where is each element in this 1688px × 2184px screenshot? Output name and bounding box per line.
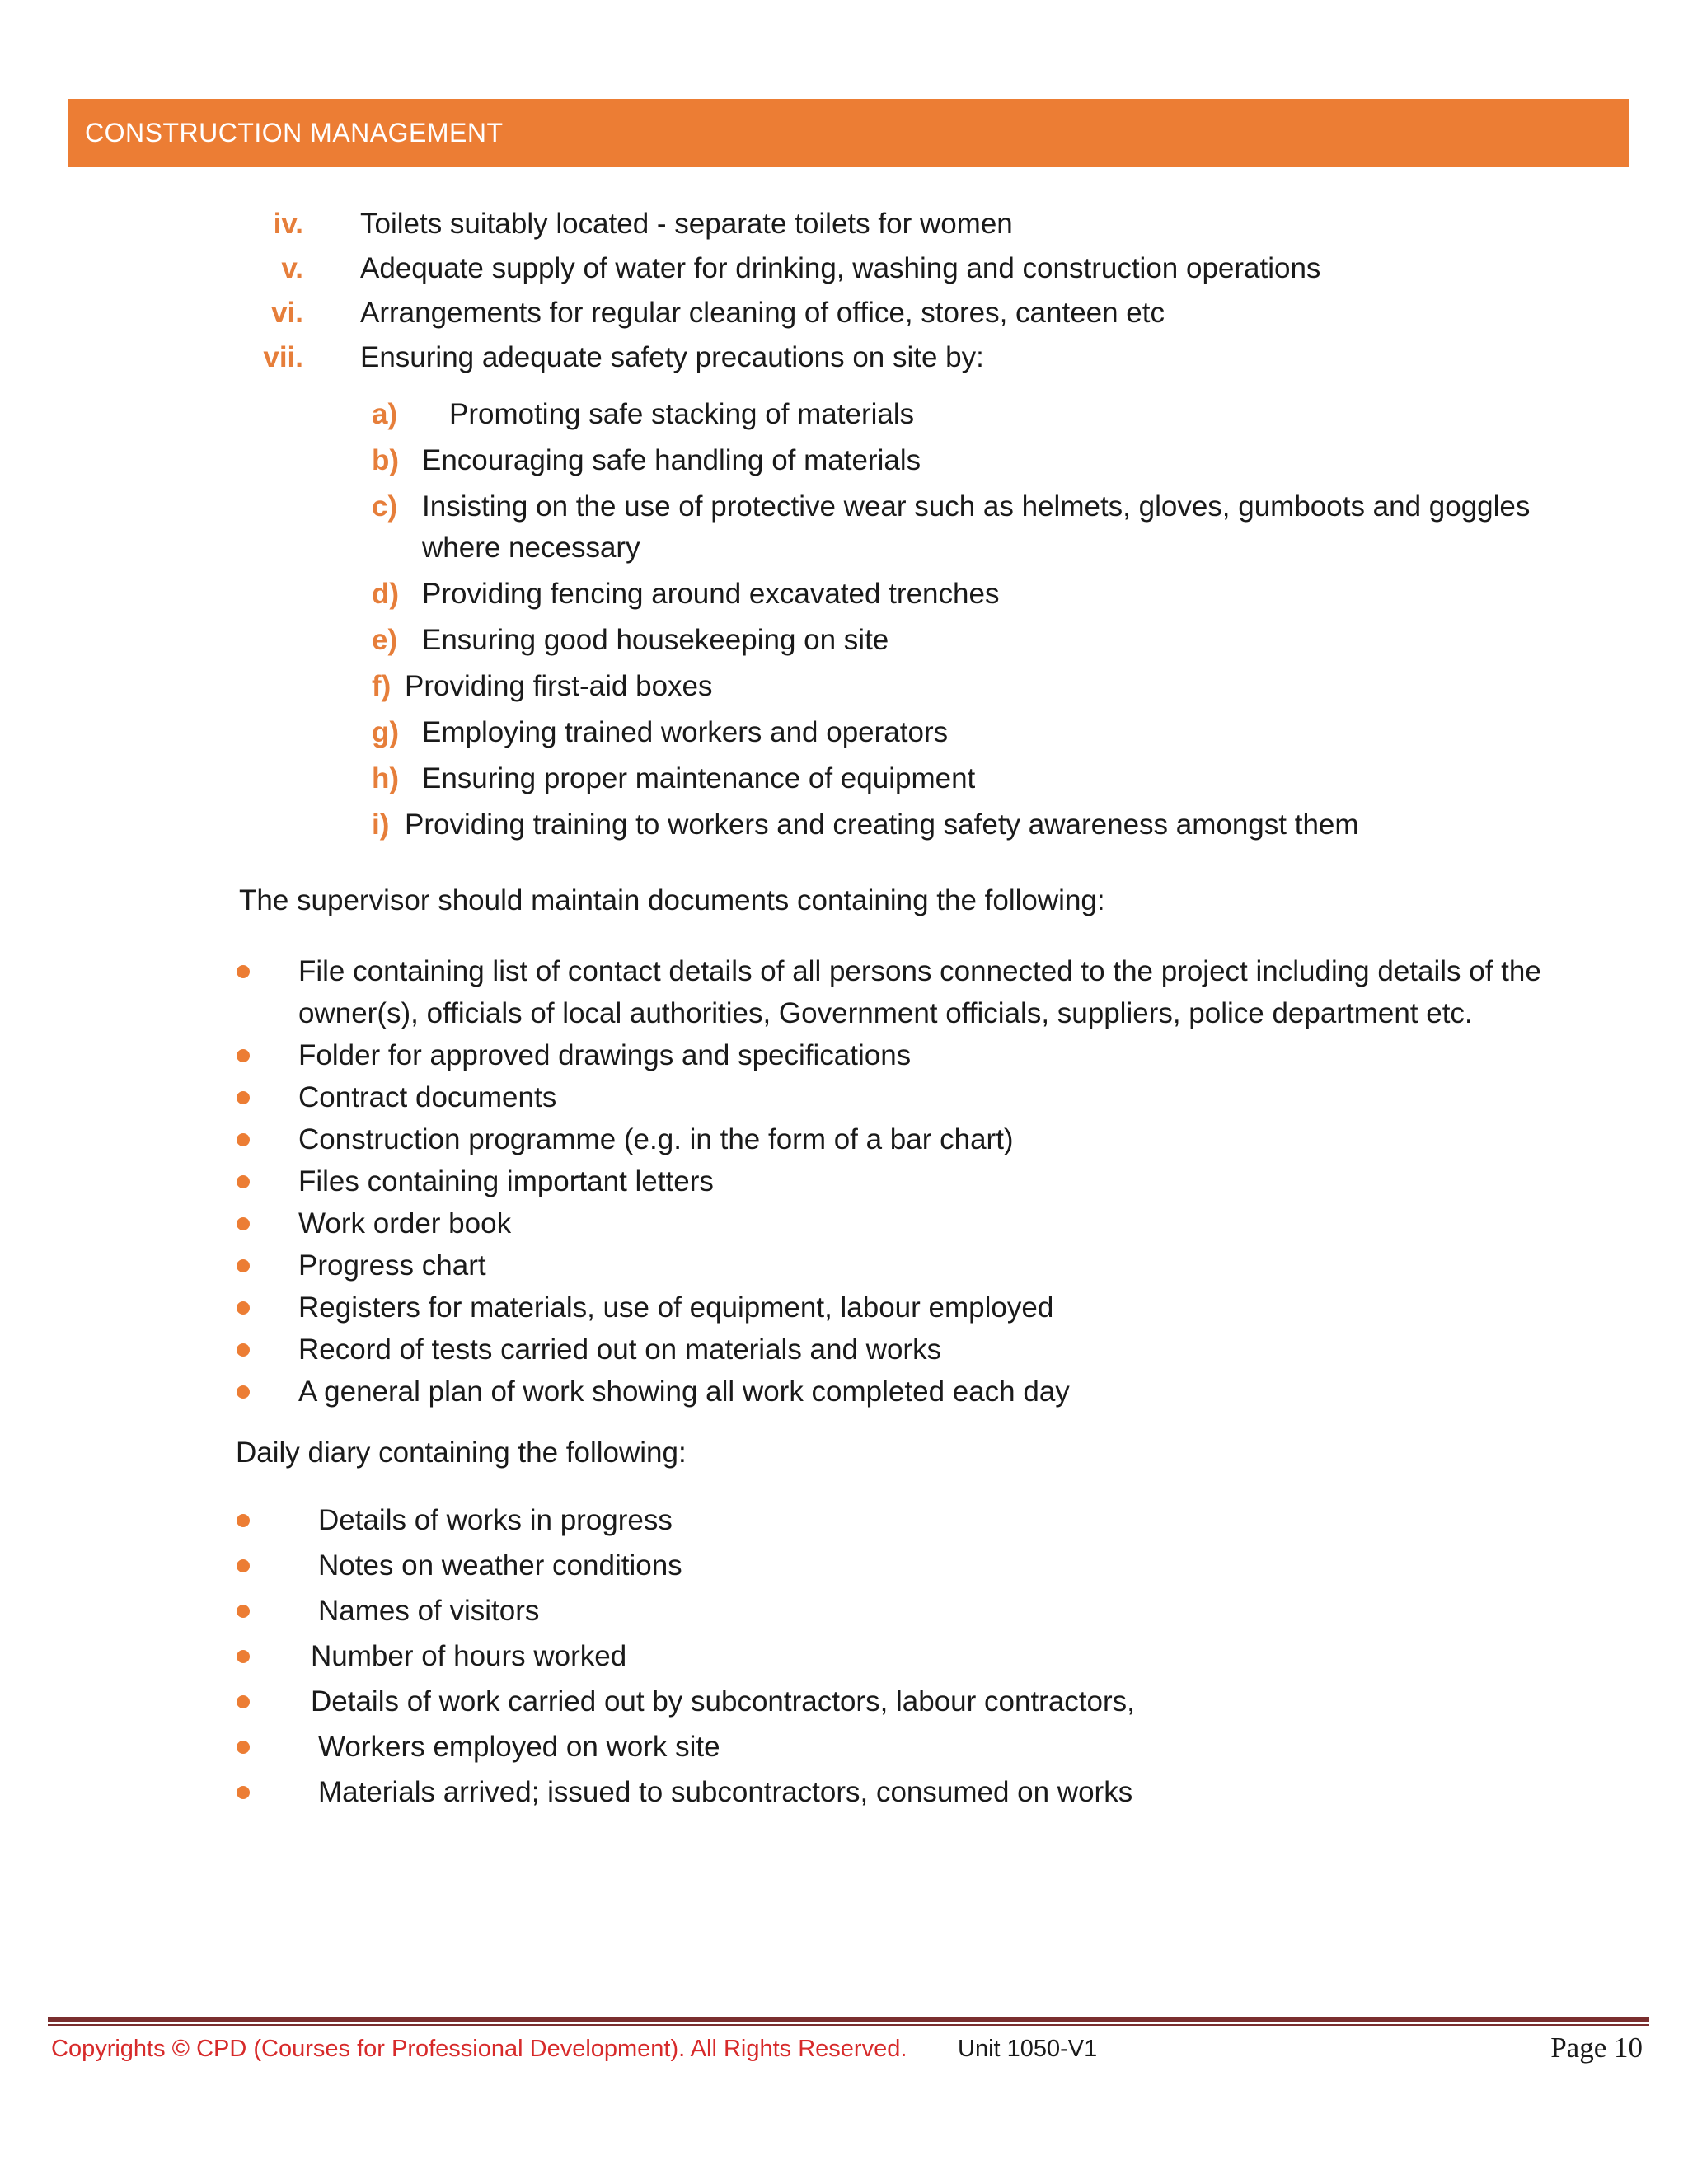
item-number: iv.: [273, 208, 303, 240]
footer-unit: Unit 1050-V1: [958, 2036, 1098, 2062]
list-item: [0, 1076, 1688, 1118]
item-text: Insisting on the use of protective wear such as helmets, gloves, gumboots and goggles where necessary: [422, 490, 1531, 564]
bullet-icon: [237, 1695, 250, 1708]
list-item: [0, 1371, 1688, 1413]
item-number: vii.: [263, 341, 303, 373]
item-text: Names of visitors: [318, 1595, 540, 1627]
documents-intro: The supervisor should maintain documents containing the following:: [239, 884, 1105, 916]
item-letter: a): [372, 398, 398, 430]
item-number: vi.: [271, 297, 303, 329]
bullet-icon: [237, 1514, 250, 1527]
item-number: v.: [281, 252, 303, 284]
item-text: Providing first-aid boxes: [405, 670, 713, 702]
item-text: Materials arrived; issued to subcontractors, consumed on works: [318, 1776, 1133, 1808]
list-item: [0, 394, 1688, 435]
list-item: [0, 758, 1688, 799]
list-item: [0, 1769, 1688, 1815]
list-item: [0, 1724, 1688, 1769]
item-text: Files containing important letters: [298, 1165, 714, 1197]
bullet-icon: [237, 1605, 250, 1618]
item-text: Adequate supply of water for drinking, washing and construction operations: [360, 252, 1321, 284]
item-text: Construction programme (e.g. in the form of a bar chart): [298, 1123, 1014, 1155]
item-letter: c): [372, 490, 398, 523]
item-text: Record of tests carried out on materials and works: [298, 1333, 942, 1366]
item-letter: b): [372, 444, 400, 476]
bullet-icon: [237, 1650, 250, 1663]
footer-rule-thin: [48, 2024, 1649, 2026]
list-item: [0, 1633, 1688, 1679]
item-text: Number of hours worked: [311, 1640, 627, 1672]
bullet-icon: [237, 1559, 250, 1572]
item-text: Toilets suitably located - separate toilets for women: [360, 208, 1013, 240]
bullet-icon: [237, 1786, 250, 1799]
list-item: [0, 1160, 1688, 1202]
list-item: [0, 440, 1688, 481]
item-text: Ensuring proper maintenance of equipment: [422, 762, 976, 794]
item-letter: g): [372, 716, 400, 748]
item-text: A general plan of work showing all work completed each day: [298, 1376, 1070, 1408]
list-item: [0, 804, 1688, 846]
item-text: Ensuring adequate safety precautions on site by:: [360, 341, 984, 373]
list-item: [0, 246, 1688, 291]
bullet-icon: [237, 1133, 250, 1146]
list-item: [0, 620, 1688, 661]
list-item: [0, 712, 1688, 753]
bullet-icon: [237, 965, 250, 978]
footer-copyright: Copyrights © CPD (Courses for Professional Development). All Rights Reserved.: [51, 2036, 907, 2062]
item-text: Details of works in progress: [318, 1504, 673, 1536]
item-text: Employing trained workers and operators: [422, 716, 949, 748]
list-item: [0, 291, 1688, 335]
documents-list: [0, 950, 1688, 1413]
safety-precautions-list: [0, 394, 1688, 851]
item-letter: f): [372, 670, 392, 702]
item-letter: h): [372, 762, 400, 794]
item-text: Encouraging safe handling of materials: [422, 444, 921, 476]
list-item: [0, 1286, 1688, 1329]
list-item: [0, 1202, 1688, 1244]
bullet-icon: [237, 1385, 250, 1399]
diary-intro: Daily diary containing the following:: [236, 1436, 687, 1469]
list-item: [0, 1034, 1688, 1076]
page-number: Page 10: [1550, 2032, 1643, 2064]
list-item: [0, 1244, 1688, 1286]
item-text: File containing list of contact details of all persons connected to the project including details of the owner(s), officials of local authorities, Government officials, suppliers, police department etc.: [298, 955, 1541, 1029]
bullet-icon: [237, 1343, 250, 1357]
item-text: Progress chart: [298, 1249, 486, 1282]
bullet-icon: [237, 1741, 250, 1754]
diary-list: [0, 1497, 1688, 1815]
bullet-icon: [237, 1175, 250, 1188]
list-item: [0, 335, 1688, 380]
item-text: Workers employed on work site: [318, 1731, 720, 1763]
item-text: Registers for materials, use of equipment, labour employed: [298, 1291, 1054, 1324]
list-item: [0, 1588, 1688, 1633]
item-letter: d): [372, 578, 400, 610]
item-text: Arrangements for regular cleaning of office, stores, canteen etc: [360, 297, 1165, 329]
roman-list: [0, 202, 1688, 380]
item-text: Work order book: [298, 1207, 512, 1240]
list-item: [0, 202, 1688, 246]
list-item: [0, 1118, 1688, 1160]
header-title: CONSTRUCTION MANAGEMENT: [85, 118, 504, 148]
item-text: Details of work carried out by subcontractors, labour contractors,: [311, 1685, 1135, 1718]
item-text: Ensuring good housekeeping on site: [422, 624, 889, 656]
list-item: [0, 486, 1688, 569]
header-bar: [68, 99, 1629, 167]
item-text: Providing fencing around excavated trenches: [422, 578, 1000, 610]
footer-rule: [48, 2017, 1649, 2022]
list-item: [0, 950, 1688, 1034]
list-item: [0, 574, 1688, 615]
item-text: Promoting safe stacking of materials: [449, 398, 915, 430]
bullet-icon: [237, 1301, 250, 1315]
item-text: Contract documents: [298, 1081, 557, 1113]
list-item: [0, 1497, 1688, 1543]
item-text: Providing training to workers and creating safety awareness amongst them: [405, 808, 1359, 841]
bullet-icon: [237, 1049, 250, 1062]
list-item: [0, 1679, 1688, 1724]
bullet-icon: [237, 1217, 250, 1230]
item-letter: i): [372, 808, 390, 841]
list-item: [0, 666, 1688, 707]
list-item: [0, 1543, 1688, 1588]
list-item: [0, 1329, 1688, 1371]
bullet-icon: [237, 1091, 250, 1104]
item-letter: e): [372, 624, 398, 656]
item-text: Notes on weather conditions: [318, 1549, 682, 1582]
bullet-icon: [237, 1259, 250, 1272]
item-text: Folder for approved drawings and specifications: [298, 1039, 912, 1071]
